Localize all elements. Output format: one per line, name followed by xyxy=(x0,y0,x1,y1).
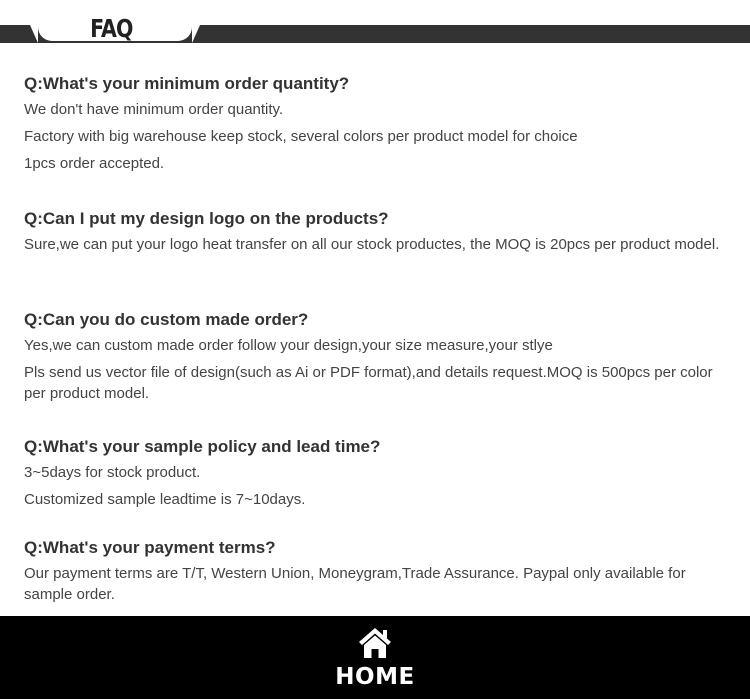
faq-question: Q:Can you do custom made order? xyxy=(24,310,309,329)
faq-question: Q:What's your payment terms? xyxy=(24,538,276,557)
faq-item-minimum-order xyxy=(24,72,728,174)
faq-answer: Our payment terms are T/T, Western Union, Moneygram,Trade Assurance. Paypal only available for sample order. xyxy=(24,565,686,603)
faq-question: Q:What's your sample policy and lead time? xyxy=(24,437,381,456)
faq-question: Q:What's your minimum order quantity? xyxy=(24,74,350,93)
faq-answer: 3~5days for stock product. xyxy=(24,464,201,481)
faq-item-design-logo xyxy=(24,207,728,255)
footer-bar xyxy=(0,616,750,699)
faq-answer: Sure,we can put your logo heat transfer on all our stock productes, the MOQ is 20pcs per product model. xyxy=(24,236,720,253)
faq-answer: Factory with big warehouse keep stock, several colors per product model for choice xyxy=(24,128,578,145)
faq-answer: Pls send us vector file of design(such as Ai or PDF format),and details request.MOQ is 500pcs per color per product model. xyxy=(24,364,713,402)
faq-answer: 1pcs order accepted. xyxy=(24,155,165,172)
faq-tab xyxy=(38,7,192,41)
home-icon xyxy=(357,626,393,660)
faq-item-payment-terms xyxy=(24,536,728,605)
page-title: FAQ xyxy=(90,14,133,43)
faq-question: Q:Can I put my design logo on the products? xyxy=(24,209,389,228)
home-label: HOME xyxy=(335,664,415,690)
faq-answer: We don't have minimum order quantity. xyxy=(24,101,284,118)
faq-item-sample-policy xyxy=(24,435,728,510)
home-button[interactable] xyxy=(315,624,435,696)
faq-item-custom-order xyxy=(24,308,728,404)
faq-answer: Customized sample leadtime is 7~10days. xyxy=(24,491,306,508)
faq-answer: Yes,we can custom made order follow your design,your size measure,your stlye xyxy=(24,337,553,354)
